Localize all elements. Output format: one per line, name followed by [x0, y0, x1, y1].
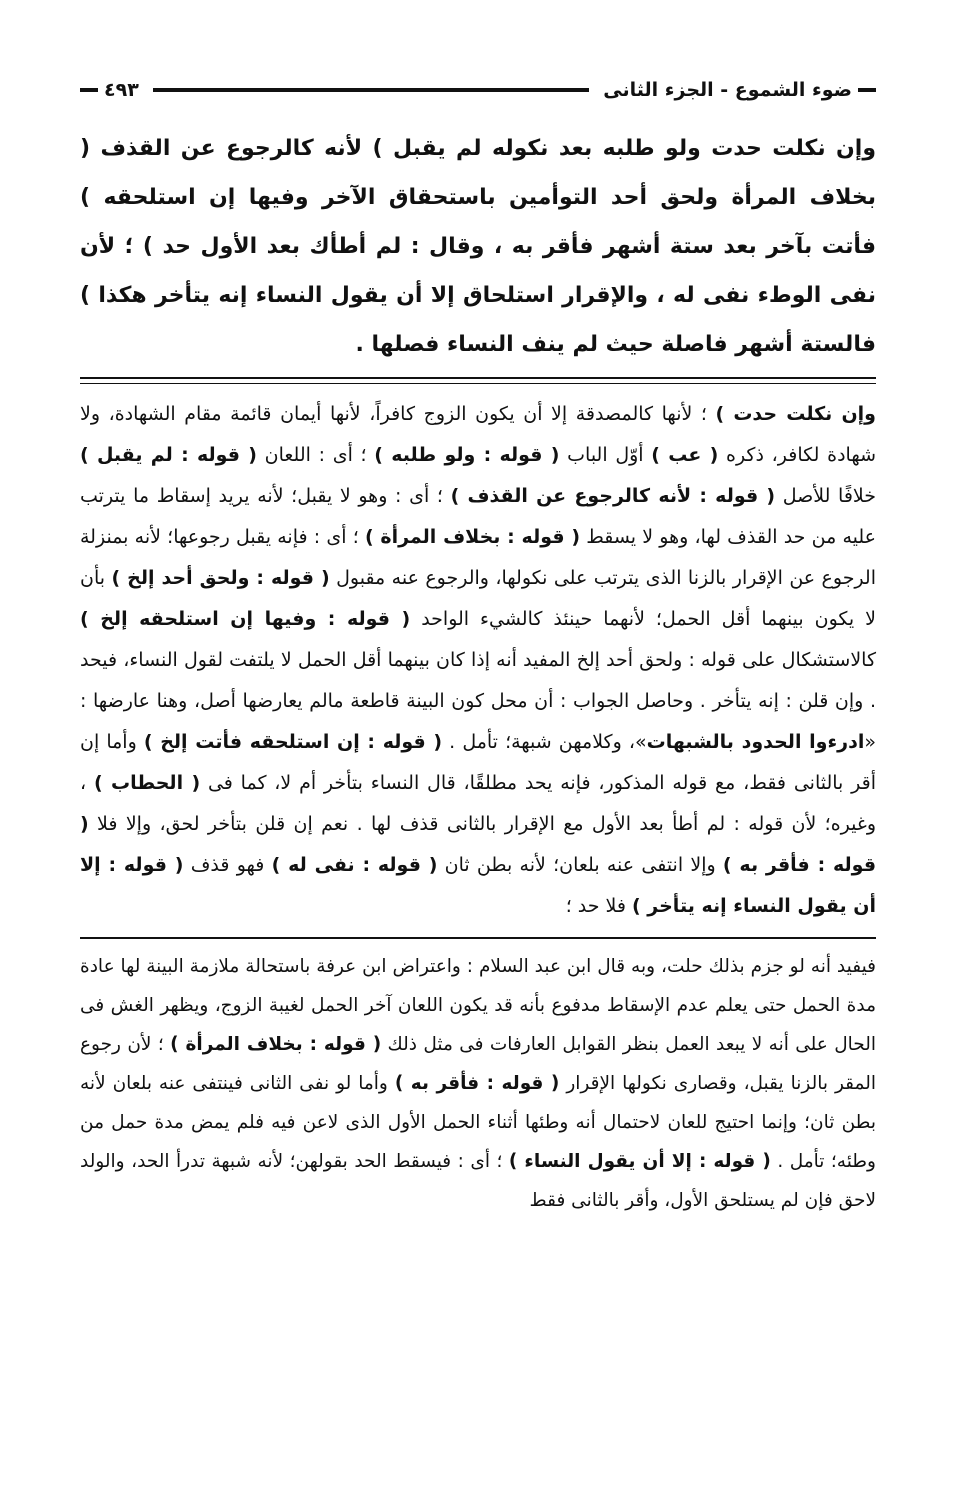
footnote-text: فيفيد أنه لو جزم بذلك حلت، وبه قال ابن عبد السلام : واعتراض ابن عرفة باستحالة ملازمة البينة لها عادة مدة الحمل حتى يعلم عدم الإسقاط مدفوع بأنه قد يكون اللعان آخر الحمل لغيبة الزوج، ويظهر الغش فى الحال على أنه لا يبعد العمل بنظر القوابل العارفات فى مثل ذلك	[80, 956, 876, 1055]
commentary-source: ( عب )	[651, 444, 719, 466]
header-rule	[153, 88, 589, 92]
main-text	[80, 124, 876, 369]
footnote-text: ؛ أى : فيسقط الحد بقولهن؛ لأنه شبهة تدرأ الحد، والولد لاحق فإن لم يستلحق الأول، وأقر بالثانى فقط	[80, 1151, 876, 1211]
commentary-text: خلافًا للأصل	[775, 485, 876, 507]
commentary-text: أوّل الباب	[559, 444, 652, 466]
commentary-text: وأما إن أقر بالثانى فقط، مع قوله المذكور، فإنه يحد مطلقًا، قال النساء بتأخر أم لا، كما فى	[80, 731, 876, 794]
footnote-divider	[80, 937, 876, 939]
commentary-text: بأن لا يكون بينهما أقل الحمل؛ لأنهما حينئذ كالشيء الواحد	[80, 567, 876, 630]
commentary-quote: ( قوله : بخلاف المرأة )	[364, 526, 581, 548]
commentary-text: وإلا انتفى عنه بلعان؛ لأنه بطن ثان	[437, 854, 723, 876]
footnote-text: ؛ لأن رجوع المقر بالزنا يقبل، وقصارى نكولها الإقرار	[80, 1034, 876, 1094]
commentary-text: »، وكلامهن شبهة؛ تأمل .	[442, 731, 647, 753]
header-dash-right	[858, 88, 876, 92]
footnote-quote: ( قوله : فأقر به )	[394, 1073, 560, 1094]
commentary-text: ؛ أى : اللعان	[256, 444, 375, 466]
commentary-source: ( الحطاب )	[93, 772, 201, 794]
commentary-text: فهو قذف	[183, 854, 272, 876]
commentary-text: ، وغيره؛ لأن قوله : لم أطأ بعد الأول مع الإقرار بالثانى قذف لها . نعم إن قلن بتأخر لحق، وإلا فلا	[80, 772, 876, 835]
commentary-quote: ( قوله : إلا أن يقول النساء إنه يتأخر )	[80, 854, 876, 917]
page-number: ٤٩٣	[104, 79, 139, 101]
commentary-quote: ( قوله : ولو طلبه )	[374, 444, 560, 466]
double-divider	[80, 377, 876, 384]
commentary-paragraph	[80, 394, 876, 927]
commentary-text: كالاستشكال على قوله : ولحق أحد إلخ المفيد أنه إذا كان بينهما أقل الحمل لا يلتفت لقول النساء، فيحد . وإن قلن : إنه يتأخر . وحاصل الجواب : أن محل كون البينة قاطعة مالم يعارضها أصل، وهنا عارضها : «	[80, 649, 876, 753]
commentary-quote: ( قوله : ولحق أحد إلخ )	[111, 567, 330, 589]
running-header	[80, 70, 876, 110]
document-page	[80, 70, 876, 1220]
commentary-text: ؛ أى : وهو لا يقبل؛ لأنه يريد إسقاط ما يترتب عليه من حد القذف لها، وهو لا يسقط	[80, 485, 876, 548]
commentary-text: ؛ لأنها كالمصدقة إلا أن يكون الزوج كافراً، لأنها أيمان قائمة مقام الشهادة، ولا شهادة لكافر، ذكره	[80, 403, 876, 466]
commentary-quote: ( قوله : فأقر به )	[80, 813, 877, 876]
commentary	[80, 394, 876, 927]
footnote-quote: ( قوله : بخلاف المرأة )	[170, 1034, 382, 1055]
commentary-quote: ( قوله : وفيها إن استلحقه إلخ )	[80, 608, 411, 630]
commentary-quote: ( قوله : نفى له )	[271, 854, 438, 876]
commentary-quote: ( قوله : إن استلحقه فأتت إلخ )	[143, 731, 443, 753]
commentary-hadith: ادرءوا الحدود بالشبهات	[646, 731, 865, 753]
header-title: ضوء الشموع - الجزء الثانى	[603, 79, 852, 101]
commentary-quote: ( قوله : لأنه كالرجوع عن القذف )	[450, 485, 776, 507]
commentary-text: فلا حد ؛	[565, 895, 632, 917]
footnote-text: وأما لو نفى الثانى فينتفى عنه بلعان لأنه بطن ثان؛ وإنما احتيج للعان لاحتمال أنه وطئها أثناء الحمل الأول الذى لاعن فيه فلم يمض مدة حمل من وطئه؛ تأمل .	[80, 1073, 876, 1172]
main-text-paragraph: وإن نكلت حدت ولو طلبه بعد نكوله لم يقبل ) لأنه كالرجوع عن القذف ( بخلاف المرأة ولحق أحد التوأمين باستحقاق الآخر وفيها إن استلحقه ) فأتت بآخر بعد ستة أشهر فأقر به ، وقال : لم أطأك بعد الأول حد ) ؛ لأن نفى الوطء نفى له ، والإقرار استلحاق إلا أن يقول النساء إنه يتأخر هكذا ) فالستة أشهر فاصلة حيث لم ينف النساء فصلها .	[80, 136, 876, 357]
footnotes	[80, 947, 876, 1220]
footnote-paragraph	[80, 947, 876, 1220]
header-dash-left	[80, 88, 98, 92]
commentary-quote: ( قوله : لم يقبل )	[80, 444, 257, 466]
commentary-quote: وإن نكلت حدت )	[715, 403, 876, 425]
commentary-text: ؛ أى : فإنه يقبل رجوعها؛ لأنه بمنزلة الرجوع عن الإقرار بالزنا الذى يترتب على نكولها، والرجوع عنه مقبول	[80, 526, 876, 589]
footnote-quote: ( قوله : إلا أن يقول النساء )	[508, 1151, 771, 1172]
